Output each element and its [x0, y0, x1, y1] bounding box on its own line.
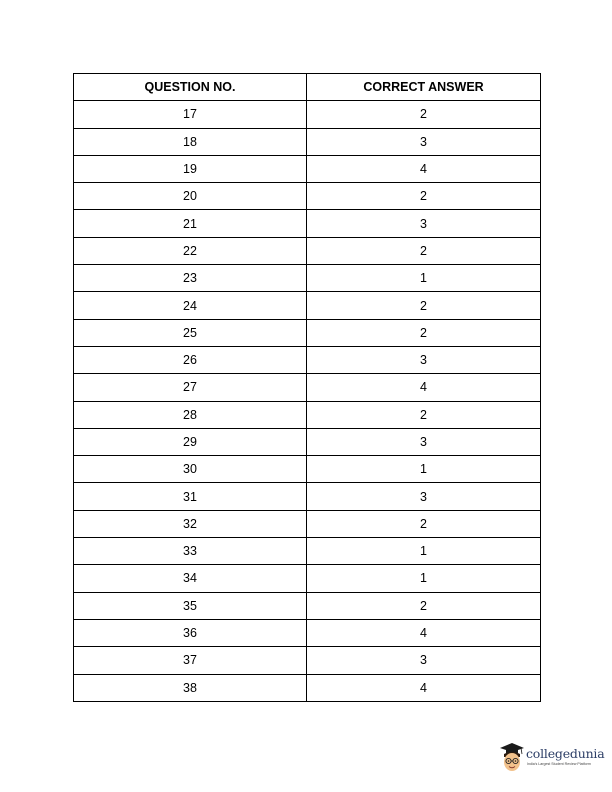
correct-answer-cell: 3 — [307, 128, 541, 155]
table-row — [74, 319, 541, 346]
table-row — [74, 538, 541, 565]
correct-answer-cell: 1 — [307, 265, 541, 292]
logo-wordmark: collegedunia — [526, 746, 605, 761]
correct-answer-cell: 3 — [307, 210, 541, 237]
question-number-cell: 23 — [74, 265, 307, 292]
answer-key-table — [73, 73, 541, 702]
table-row — [74, 346, 541, 373]
question-number-cell: 36 — [74, 619, 307, 646]
table-row — [74, 101, 541, 128]
question-number-cell: 30 — [74, 456, 307, 483]
question-number-cell: 18 — [74, 128, 307, 155]
question-number-cell: 31 — [74, 483, 307, 510]
question-number-cell: 19 — [74, 155, 307, 182]
table-row — [74, 428, 541, 455]
correct-answer-cell: 4 — [307, 155, 541, 182]
question-number-cell: 29 — [74, 428, 307, 455]
question-number-cell: 35 — [74, 592, 307, 619]
question-number-cell: 34 — [74, 565, 307, 592]
table-row — [74, 265, 541, 292]
correct-answer-cell: 4 — [307, 374, 541, 401]
table-row — [74, 456, 541, 483]
table-row — [74, 155, 541, 182]
correct-answer-cell: 2 — [307, 319, 541, 346]
question-number-cell: 37 — [74, 647, 307, 674]
table-row — [74, 374, 541, 401]
correct-answer-cell: 2 — [307, 101, 541, 128]
table-row — [74, 237, 541, 264]
table-row — [74, 674, 541, 701]
question-number-cell: 32 — [74, 510, 307, 537]
question-number-cell: 27 — [74, 374, 307, 401]
table-row — [74, 183, 541, 210]
question-number-cell: 28 — [74, 401, 307, 428]
correct-answer-cell: 2 — [307, 592, 541, 619]
correct-answer-cell: 1 — [307, 456, 541, 483]
table-row — [74, 401, 541, 428]
question-number-cell: 24 — [74, 292, 307, 319]
table-row — [74, 128, 541, 155]
table-row — [74, 483, 541, 510]
logo-tagline: India's Largest Student Review Platform — [527, 762, 591, 766]
question-number-cell: 22 — [74, 237, 307, 264]
table-row — [74, 565, 541, 592]
correct-answer-cell: 4 — [307, 674, 541, 701]
table-row — [74, 647, 541, 674]
question-number-cell: 17 — [74, 101, 307, 128]
table-row — [74, 292, 541, 319]
collegedunia-logo — [499, 741, 612, 775]
table-row — [74, 210, 541, 237]
question-number-cell: 33 — [74, 538, 307, 565]
question-number-cell: 38 — [74, 674, 307, 701]
question-number-cell: 25 — [74, 319, 307, 346]
answer-rows — [74, 101, 541, 702]
correct-answer-cell: 4 — [307, 619, 541, 646]
table-row — [74, 592, 541, 619]
correct-answer-cell: 1 — [307, 565, 541, 592]
correct-answer-cell: 3 — [307, 647, 541, 674]
table-row — [74, 619, 541, 646]
question-number-cell: 26 — [74, 346, 307, 373]
correct-answer-cell: 2 — [307, 510, 541, 537]
question-number-cell: 20 — [74, 183, 307, 210]
correct-answer-cell: 3 — [307, 483, 541, 510]
question-no-header: QUESTION NO. — [74, 74, 307, 101]
correct-answer-cell: 2 — [307, 183, 541, 210]
question-number-cell: 21 — [74, 210, 307, 237]
table-row — [74, 510, 541, 537]
correct-answer-cell: 2 — [307, 401, 541, 428]
correct-answer-cell: 2 — [307, 292, 541, 319]
correct-answer-header: CORRECT ANSWER — [307, 74, 541, 101]
student-mascot-icon — [499, 741, 525, 775]
correct-answer-cell: 3 — [307, 346, 541, 373]
table-header-row — [74, 74, 541, 101]
correct-answer-cell: 2 — [307, 237, 541, 264]
correct-answer-cell: 1 — [307, 538, 541, 565]
correct-answer-cell: 3 — [307, 428, 541, 455]
